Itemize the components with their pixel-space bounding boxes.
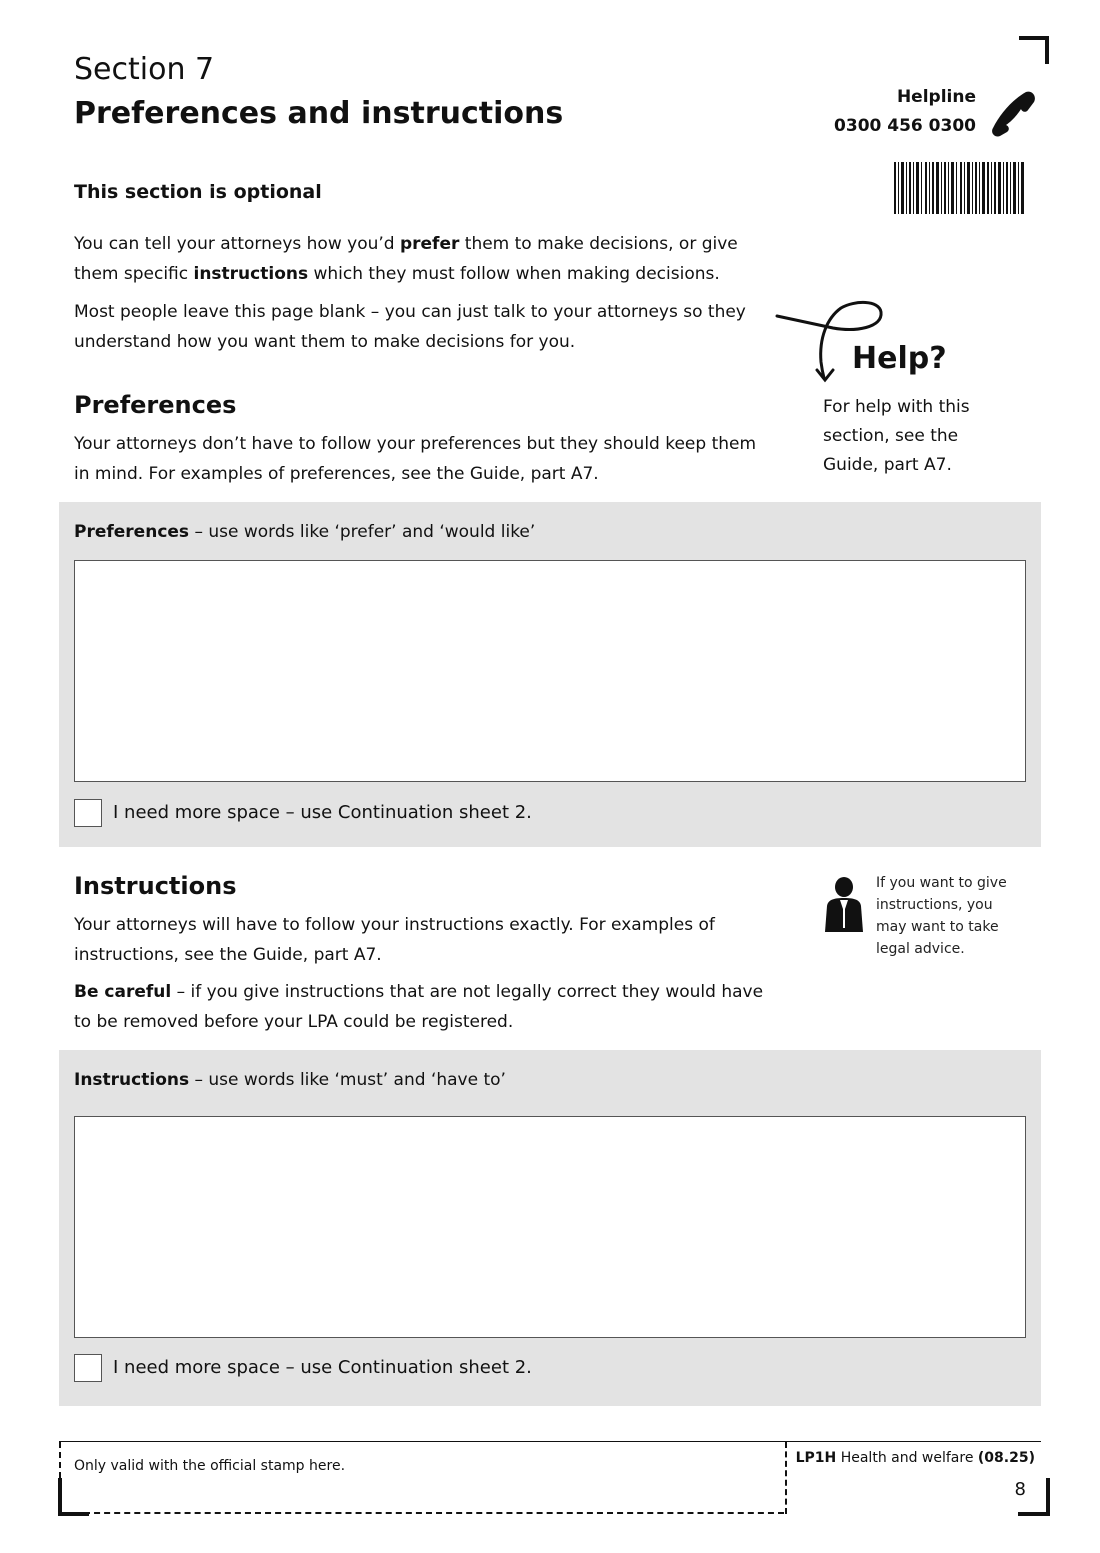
instructions-more-space-label: I need more space – use Continuation sheet 2. [113,1357,532,1378]
stamp-box-left-edge [59,1442,61,1478]
instructions-more-space-checkbox[interactable] [74,1354,102,1382]
optional-heading: This section is optional [74,181,322,203]
helpline-number: 0300 456 0300 [834,116,976,136]
stamp-box-bottom-edge [84,1512,784,1514]
corner-mark-top-right [1015,35,1050,65]
footer-rule [59,1441,1041,1442]
instructions-description: Your attorneys will have to follow your instructions exactly. For examples of instructions, see the Guide, part A7. [74,915,715,965]
preferences-heading: Preferences [74,391,237,419]
helpline-label: Helpline [896,87,976,107]
intro-paragraph-2: Most people leave this page blank – you can just talk to your attorneys so they understand how you want them to make decisions for you. [74,302,746,352]
stamp-notice: Only valid with the official stamp here. [74,1458,346,1474]
legal-advice-note: If you want to give instructions, you may want to take legal advice. [876,875,1007,957]
instructions-panel [59,1050,1041,1406]
preferences-description: Your attorneys don’t have to follow your preferences but they should keep them in mind. For examples of preferences, see the Guide, part A7. [74,434,757,484]
help-text: For help with this section, see the Guide, part A7. [823,397,970,475]
help-title: Help? [852,341,947,376]
form-code: LP1H Health and welfare (08.25) [795,1450,1035,1466]
be-careful-paragraph: Be careful – if you give instructions that are not legally correct they would have to be removed before your LPA could be registered. [74,982,764,1032]
preferences-panel [59,502,1041,847]
intro-paragraph-1: You can tell your attorneys how you’d prefer them to make decisions, or give them specific instructions which they must follow when making decisions. [74,234,738,284]
preferences-panel-label: Preferences – use words like ‘prefer’ and ‘would like’ [74,522,536,542]
preferences-more-space-checkbox[interactable] [74,799,102,827]
section-number: Section 7 [74,52,215,87]
preferences-textbox[interactable] [74,560,1026,782]
instructions-heading: Instructions [74,872,237,900]
preferences-more-space-label: I need more space – use Continuation sheet 2. [113,802,532,823]
phone-icon [990,88,1040,138]
instructions-textbox[interactable] [74,1116,1026,1338]
section-title: Preferences and instructions [74,96,564,131]
lawyer-icon [823,876,865,932]
page-number: 8 [1014,1479,1026,1500]
instructions-panel-label: Instructions – use words like ‘must’ and ‘have to’ [74,1070,506,1090]
stamp-box-right-edge [785,1442,787,1514]
barcode [894,162,1025,214]
